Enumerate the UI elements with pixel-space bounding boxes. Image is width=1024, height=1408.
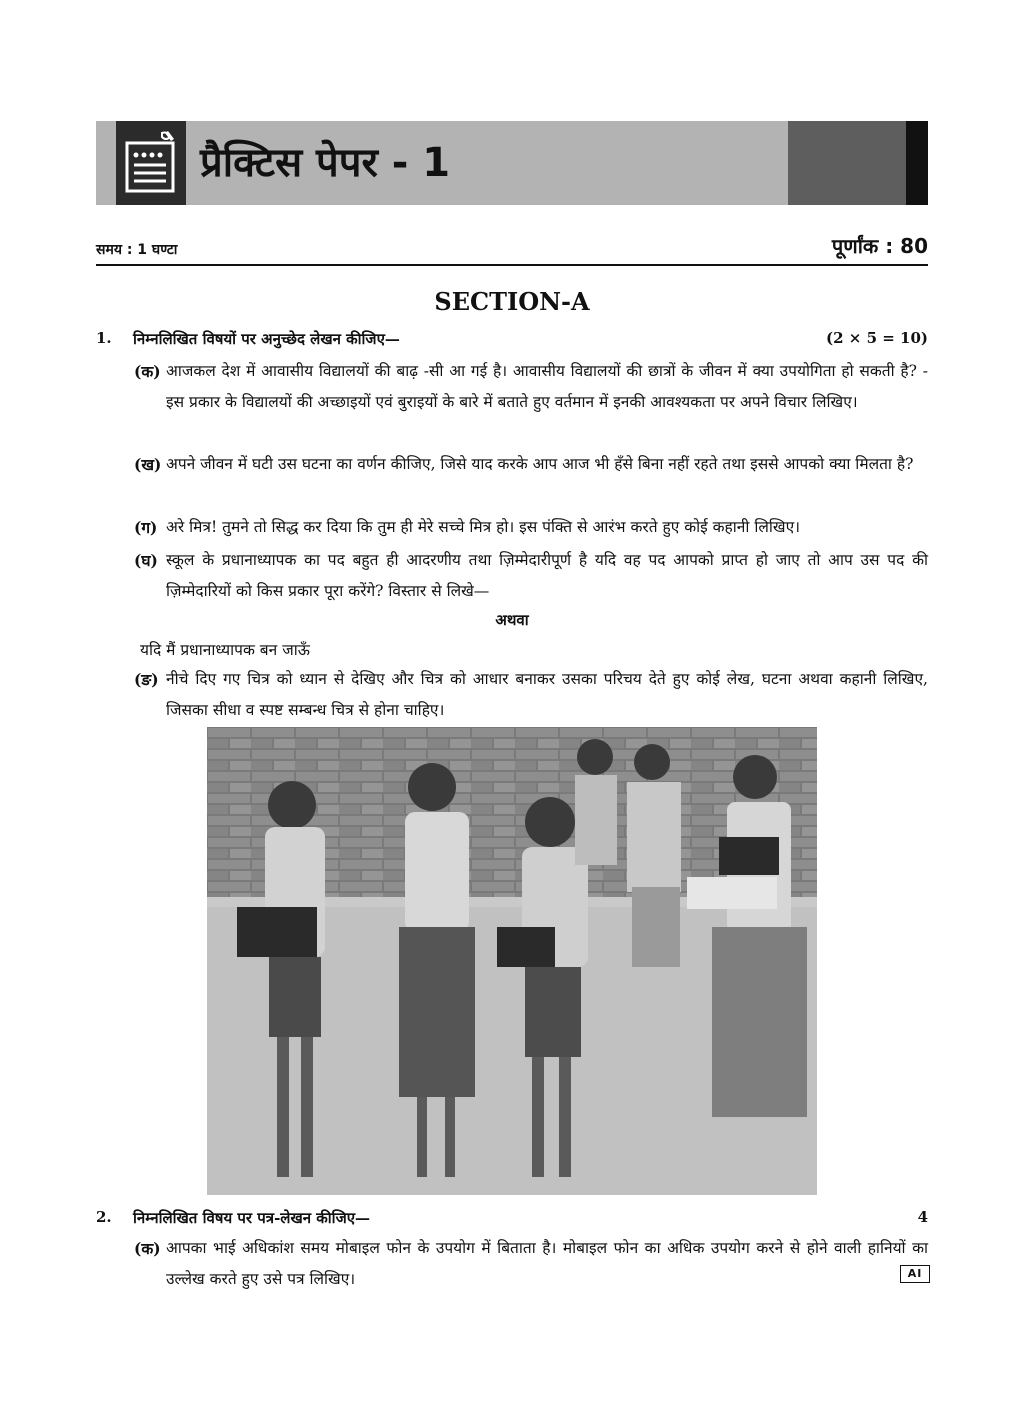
sub-question-text: आजकल देश में आवासीय विद्यालयों की बाढ़ -सी आ गई है। आवासीय विद्यालयों की छात्रों के जीवन में क्या उपयोगिता हो सकती है? - इस प्रकार के विद्यालयों की अच्छाइयों एवं बुराइयों के बारे में बताते हुए वर्तमान में इनकी आवश्यकता पर अपने विचार लिखिए। — [166, 362, 928, 411]
sub-question — [134, 356, 928, 418]
question-marks: 4 — [917, 1208, 928, 1226]
banner-dark-block — [788, 121, 906, 205]
sub-question-text: नीचे दिए गए चित्र को ध्यान से देखिए और चित्र को आधार बनाकर उसका परिचय देते हुए कोई लेख, घटना अथवा कहानी लिखिए, जिसका सीधा व स्पष्ट सम्बन्ध चित्र से होना चाहिए। — [166, 670, 928, 719]
banner-edge-strip — [906, 121, 928, 205]
sub-question-label: (ख) — [134, 455, 162, 474]
time-duration: समय : 1 घण्टा — [96, 242, 178, 258]
page-title: प्रैक्टिस पेपर - 1 — [200, 140, 451, 186]
sub-question — [134, 664, 928, 726]
alternative-topic: यदि मैं प्रधानाध्यापक बन जाऊँ — [140, 641, 310, 659]
publisher-logo: AI — [900, 1265, 930, 1283]
sub-question — [134, 512, 928, 543]
question-number: 1. — [96, 329, 112, 347]
notepad-icon-box — [116, 121, 186, 205]
sub-question-text: आपका भाई अधिकांश समय मोबाइल फोन के उपयोग में बिताता है। मोबाइल फोन का अधिक उपयोग करने से होने वाली हानियों का उल्लेख करते हुए उसे पत्र लिखिए। — [166, 1239, 928, 1288]
sub-question-label: (ङ) — [134, 670, 159, 689]
sub-question — [134, 545, 928, 607]
exam-meta — [96, 234, 928, 266]
section-title: SECTION-A — [434, 287, 590, 316]
question-text: निम्नलिखित विषयों पर अनुच्छेद लेखन कीजिए— — [133, 330, 400, 348]
sub-question-text: स्कूल के प्रधानाध्यापक का पद बहुत ही आदरणीय तथा ज़िम्मेदारीपूर्ण है यदि वह पद आपको प्राप्त हो जाए तो आप उस पद की ज़िम्मेदारियों को किस प्रकार पूरा करेंगे? विस्तार से लिखे— — [166, 551, 928, 600]
photo-students-walking — [207, 727, 817, 1195]
question-number: 2. — [96, 1208, 112, 1226]
title-banner — [96, 121, 928, 205]
sub-question-text: अपने जीवन में घटी उस घटना का वर्णन कीजिए, जिसे याद करके आप आज भी हँसे बिना नहीं रहते तथा इससे आपको क्या मिलता है? — [166, 455, 914, 473]
sub-question-label: (क) — [134, 362, 161, 381]
sub-question-text: अरे मित्र! तुमने तो सिद्ध कर दिया कि तुम ही मेरे सच्चे मित्र हो। इस पंक्ति से आरंभ करते हुए कोई कहानी लिखिए। — [166, 518, 801, 536]
or-label: अथवा — [495, 611, 529, 629]
question-marks: (2 × 5 = 10) — [826, 329, 928, 347]
notepad-icon — [124, 129, 178, 195]
question-text: निम्नलिखित विषय पर पत्र-लेखन कीजिए— — [133, 1209, 370, 1227]
sub-question-label: (क) — [134, 1239, 161, 1258]
total-marks: पूर्णांक : 80 — [831, 234, 928, 258]
sub-question-label: (घ) — [134, 551, 158, 570]
sub-question-label: (ग) — [134, 518, 158, 537]
sub-question — [134, 1233, 928, 1295]
sub-question — [134, 449, 928, 480]
